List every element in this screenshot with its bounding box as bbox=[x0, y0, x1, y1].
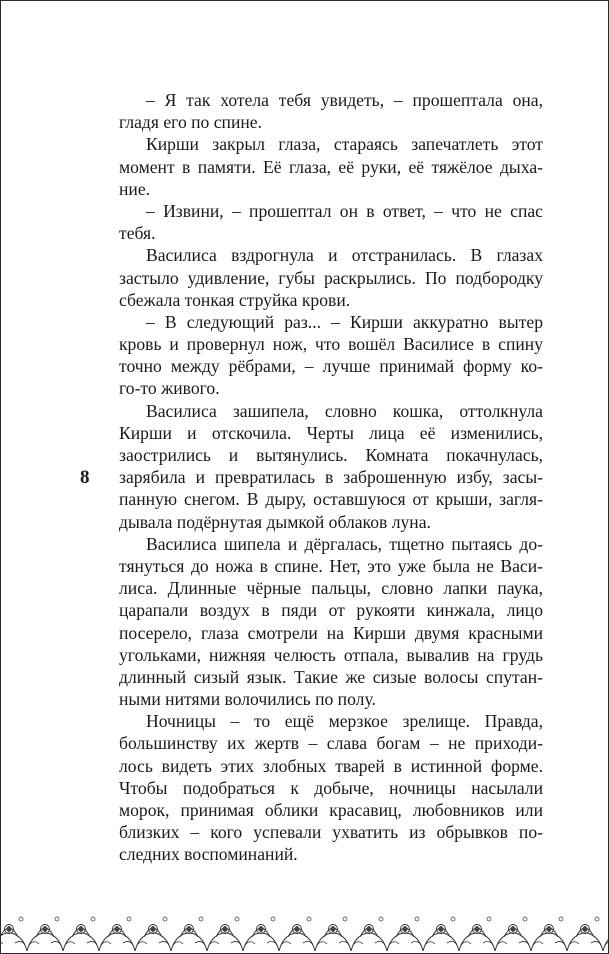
text-line: лиса. Длинные чёрные пальцы, словно лапки паука, bbox=[119, 578, 543, 599]
text-line: сбежала тонкая струйка крови. bbox=[119, 289, 351, 310]
text-line: – В следующий раз... – Кирши аккуратно вытер bbox=[146, 311, 543, 332]
text-line: большинству их жертв – слава богам – не приходи- bbox=[119, 733, 543, 754]
text-line: посерело, глаза смотрели на Кирши двумя красными bbox=[119, 622, 543, 643]
text-line: тебя. bbox=[119, 223, 156, 244]
text-line: морок, принимая облики красавиц, любовников или bbox=[119, 800, 543, 820]
text-line: ние. bbox=[119, 178, 151, 199]
text-line: тянуться до ножа в спине. Нет, это уже была не Васи- bbox=[119, 555, 543, 576]
text-line: следних воспоминаний. bbox=[119, 844, 298, 865]
text-line: царапали воздух в пяди от рукояти кинжала, лицо bbox=[119, 600, 543, 621]
text-line: лось видеть этих злобных тварей в истинной форме. bbox=[119, 755, 543, 776]
text-line: дывала подёрнутая дымкой облаков луна. bbox=[119, 511, 431, 532]
text-line: ными нитями волочились по полу. bbox=[119, 689, 376, 710]
floral-border-ornament bbox=[1, 907, 609, 953]
text-line: Василиса шипела и дёргалась, тщетно пытаясь до- bbox=[146, 533, 543, 554]
text-line: Ночницы – то ещё мерзкое зрелище. Правда, bbox=[146, 711, 543, 732]
text-line: Кирши и отскочила. Черты лица её изменились, bbox=[119, 422, 543, 443]
body-text bbox=[119, 89, 543, 866]
text-line: Чтобы подобраться к добыче, ночницы насылали bbox=[119, 777, 543, 798]
text-line: – Я так хотела тебя увидеть, – прошептала она, bbox=[146, 90, 543, 110]
text-line: – Извини, – прошептал он в ответ, – что не спас bbox=[146, 200, 543, 221]
text-line: кровь и провернул нож, что вошёл Василисе в спину bbox=[119, 334, 543, 355]
text-line: Кирши закрыл глаза, стараясь запечатлеть этот bbox=[146, 134, 543, 155]
text-line: го-то живого. bbox=[119, 378, 220, 399]
text-line: длинный сизый язык. Такие же сизые волосы спутан- bbox=[119, 666, 543, 687]
text-line: застыло удивление, губы раскрылись. По подбородку bbox=[119, 267, 543, 288]
text-line: Василиса вздрогнула и отстранилась. В глазах bbox=[146, 245, 543, 266]
text-line: панную снегом. В дыру, оставшуюся от крыши, загля- bbox=[119, 489, 543, 510]
text-line: зарябила и превратилась в заброшенную избу, засы- bbox=[119, 467, 543, 488]
text-line: гладя его по спине. bbox=[119, 112, 263, 133]
text-line: угольками, нижняя челюсть отпала, вывалив на грудь bbox=[119, 644, 543, 665]
text-line: момент в памяти. Её глаза, её руки, её тяжёлое дыха- bbox=[119, 156, 543, 177]
page-number: 8 bbox=[80, 467, 90, 488]
text-line: близких – кого успевали ухватить из обрывков по- bbox=[119, 822, 543, 843]
text-line: точно между рёбрами, – лучше принимай форму ко- bbox=[119, 356, 543, 377]
text-line: заострились и вытянулись. Комната покачнулась, bbox=[119, 445, 543, 465]
text-line: Василиса зашипела, словно кошка, оттолкнула bbox=[146, 400, 543, 421]
